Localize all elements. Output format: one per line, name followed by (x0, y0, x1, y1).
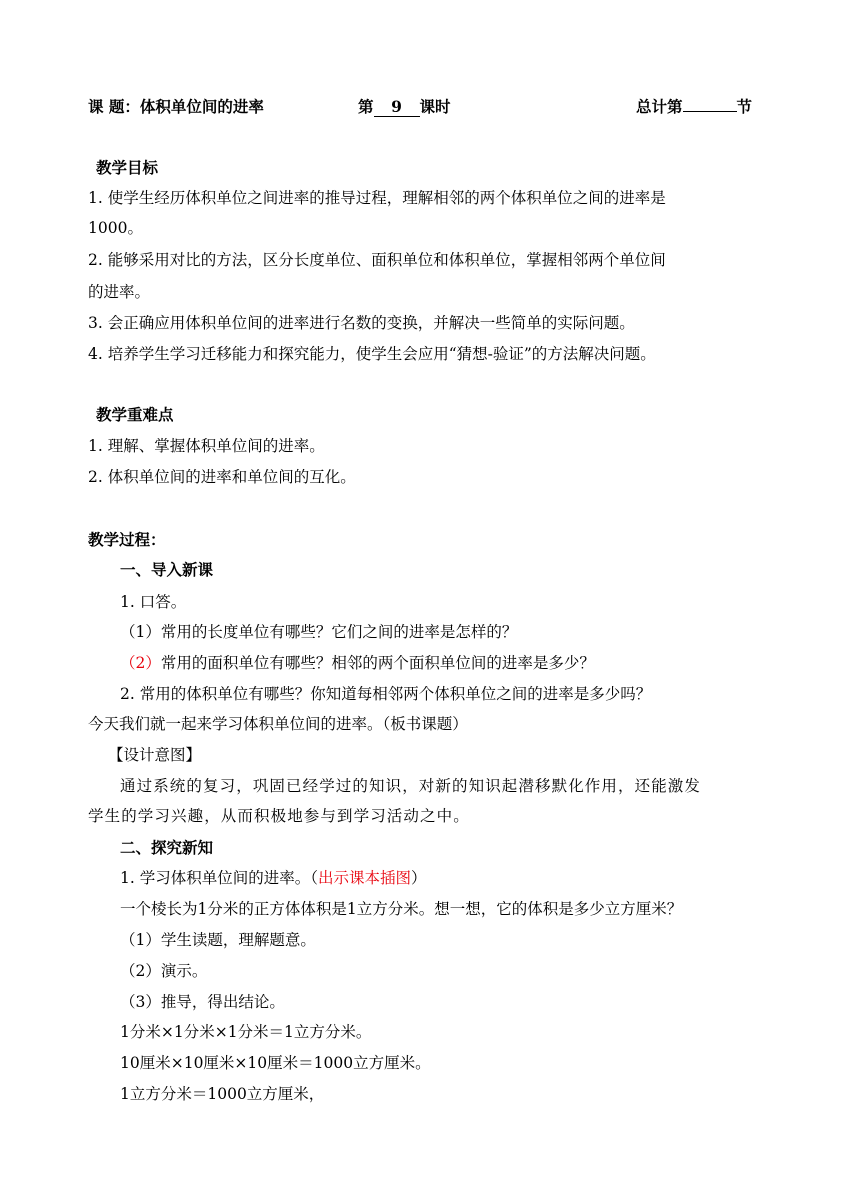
header-total (636, 97, 752, 117)
section2-step: （3）推导，得出结论。 (120, 993, 285, 1011)
objectives-heading: 教学目标 (96, 158, 159, 177)
item1-close: ） (410, 869, 427, 887)
section2-step: （2）演示。 (120, 962, 208, 980)
header-lesson (358, 97, 451, 117)
total-prefix: 总计第 (636, 97, 683, 116)
design-intent-line: 通过系统的复习，巩固已经学过的知识，对新的知识起潜移默化作用，还能激发 (120, 777, 702, 795)
total-suffix: 节 (736, 97, 753, 116)
section2-equation: 1分米×1分米×1分米＝1立方分米。 (120, 1023, 372, 1041)
section1-q1: 1. 口答。 (120, 593, 187, 611)
topic-label: 课 题： (88, 97, 140, 116)
objective-line: 的进率。 (88, 283, 151, 301)
section2-item1 (120, 868, 427, 888)
design-intent-label: 【设计意图】 (108, 746, 202, 764)
lesson-prefix: 第 (358, 97, 374, 116)
section1-q1b (120, 653, 595, 673)
objective-line: 1. 使学生经历体积单位之间进率的推导过程，理解相邻的两个体积单位之间的进率是 (88, 189, 666, 207)
key-point-line: 1. 理解、掌握体积单位间的进率。 (88, 437, 325, 455)
lesson-number: 9 (374, 98, 420, 117)
total-number (683, 111, 737, 112)
objective-line: 1000。 (88, 219, 143, 237)
section1-title: 一、导入新课 (120, 560, 214, 579)
header-topic (88, 97, 264, 117)
q1b-text: 常用的面积单位有哪些？相邻的两个面积单位间的进率是多少？ (160, 654, 595, 672)
process-heading: 教学过程： (88, 530, 166, 549)
section1-q1a: （1）常用的长度单位有哪些？它们之间的进率是怎样的？ (120, 623, 518, 641)
key-point-line: 2. 体积单位间的进率和单位间的互化。 (88, 468, 356, 486)
objective-line: 3. 会正确应用体积单位间的进率进行名数的变换，并解决一些简单的实际问题。 (88, 314, 635, 332)
design-intent-line: 学生的学习兴趣，从而积极地参与到学习活动之中。 (88, 807, 470, 825)
section1-q2-cont: 今天我们就一起来学习体积单位间的进率。（板书课题） (88, 715, 468, 733)
section1-q2: 2. 常用的体积单位有哪些？你知道每相邻两个体积单位之间的进率是多少吗？ (120, 685, 652, 703)
section2-problem: 一个棱长为1分米的正方体体积是1立方分米。想一想，它的体积是多少立方厘米？ (120, 900, 683, 918)
q1b-marker: （2） (120, 654, 161, 672)
objective-line: 4. 培养学生学习迁移能力和探究能力，使学生会应用“猜想-验证”的方法解决问题。 (88, 345, 656, 363)
key-points-heading: 教学重难点 (96, 405, 174, 424)
topic-title: 体积单位间的进率 (139, 97, 264, 116)
item1-text: 1. 学习体积单位间的进率。（ (120, 869, 318, 887)
section2-title: 二、探究新知 (120, 838, 214, 857)
item1-red-note: 出示课本插图 (317, 869, 411, 887)
section2-step: （1）学生读题，理解题意。 (120, 931, 316, 949)
lesson-suffix: 课时 (419, 97, 451, 116)
section2-equation: 1立方分米＝1000立方厘米， (120, 1085, 325, 1103)
section2-equation: 10厘米×10厘米×10厘米＝1000立方厘米。 (120, 1054, 431, 1072)
objective-line: 2. 能够采用对比的方法，区分长度单位、面积单位和体积单位，掌握相邻两个单位间 (88, 251, 666, 269)
